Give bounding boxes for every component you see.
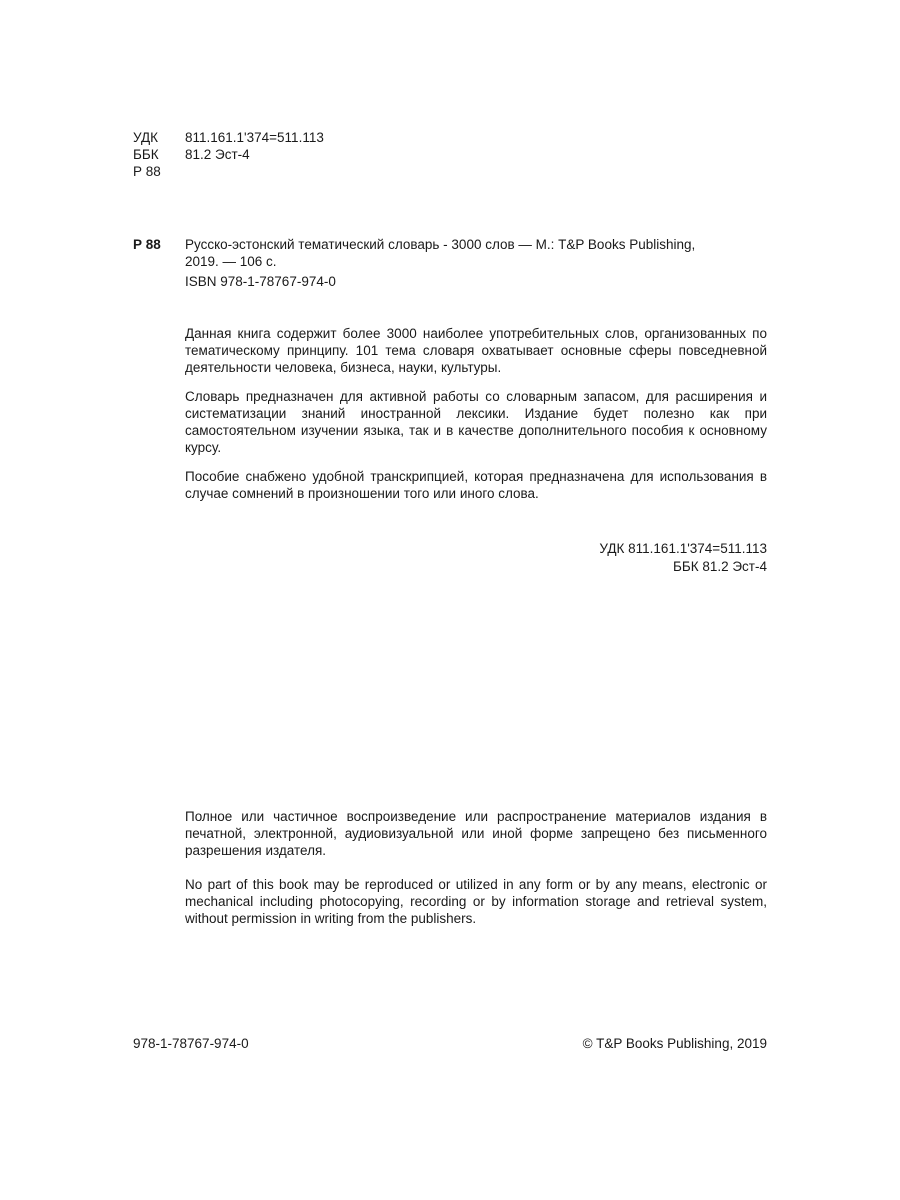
record-title-line: Русско-эстонский тематический словарь - 3000 слов — М.: T&P Books Publishing, xyxy=(185,237,696,252)
author-mark: Р 88 xyxy=(133,164,161,179)
annotation-paragraph: Данная книга содержит более 3000 наиболее употребительных слов, организованных по тематическому принципу. 101 тема словаря охватывает основные сферы повседневной деятельности человека, бизнеса, науки, культуры. xyxy=(185,326,767,375)
record-head xyxy=(133,236,773,290)
annotation xyxy=(185,325,767,514)
bbk-label: ББК xyxy=(133,147,159,162)
annotation-paragraph: Словарь предназначен для активной работы со словарным запасом, для расширения и систематизации знаний иностранной лексики. Издание будет полезно как при самостоятельном изучении языка, так и в качестве дополнительного пособия к основному курсу. xyxy=(185,389,767,455)
footer-copyright: © T&P Books Publishing, 2019 xyxy=(582,1036,767,1051)
record-isbn: ISBN 978-1-78767-974-0 xyxy=(185,274,336,289)
annotation-paragraph: Пособие снабжено удобной транскрипцией, которая предназначена для использования в случае сомнений в произношении того или иного слова. xyxy=(185,469,767,501)
bbk-value: 81.2 Эст-4 xyxy=(185,147,250,162)
footer-isbn: 978-1-78767-974-0 xyxy=(133,1036,249,1051)
record-body xyxy=(185,236,765,290)
author-mark-row xyxy=(133,163,324,180)
bbk-row xyxy=(133,146,324,163)
udk-row xyxy=(133,129,324,146)
classification-block xyxy=(133,129,324,180)
record-code: Р 88 xyxy=(133,237,161,252)
copyright-notices xyxy=(185,808,767,944)
notice-russian: Полное или частичное воспроизведение или распространение материалов издания в печатной, электронной, аудиовизуальной или иной форме запрещено без письменного разрешения издателя. xyxy=(185,809,767,858)
udk-value: 811.161.1'374=511.113 xyxy=(185,130,324,145)
notice-english: No part of this book may be reproduced or utilized in any form or by any means, electronic or mechanical including photocopying, recording or by information storage and retrieval system, without permission in writing from the publishers. xyxy=(185,877,767,926)
udk-label: УДК xyxy=(133,130,158,145)
udk-index: УДК 811.161.1'374=511.113 xyxy=(599,541,767,556)
classification-index-right xyxy=(599,540,767,576)
record-imprint-line: 2019. — 106 с. xyxy=(185,254,277,269)
bbk-index: ББК 81.2 Эст-4 xyxy=(673,559,767,574)
bibliographic-record xyxy=(133,236,773,290)
